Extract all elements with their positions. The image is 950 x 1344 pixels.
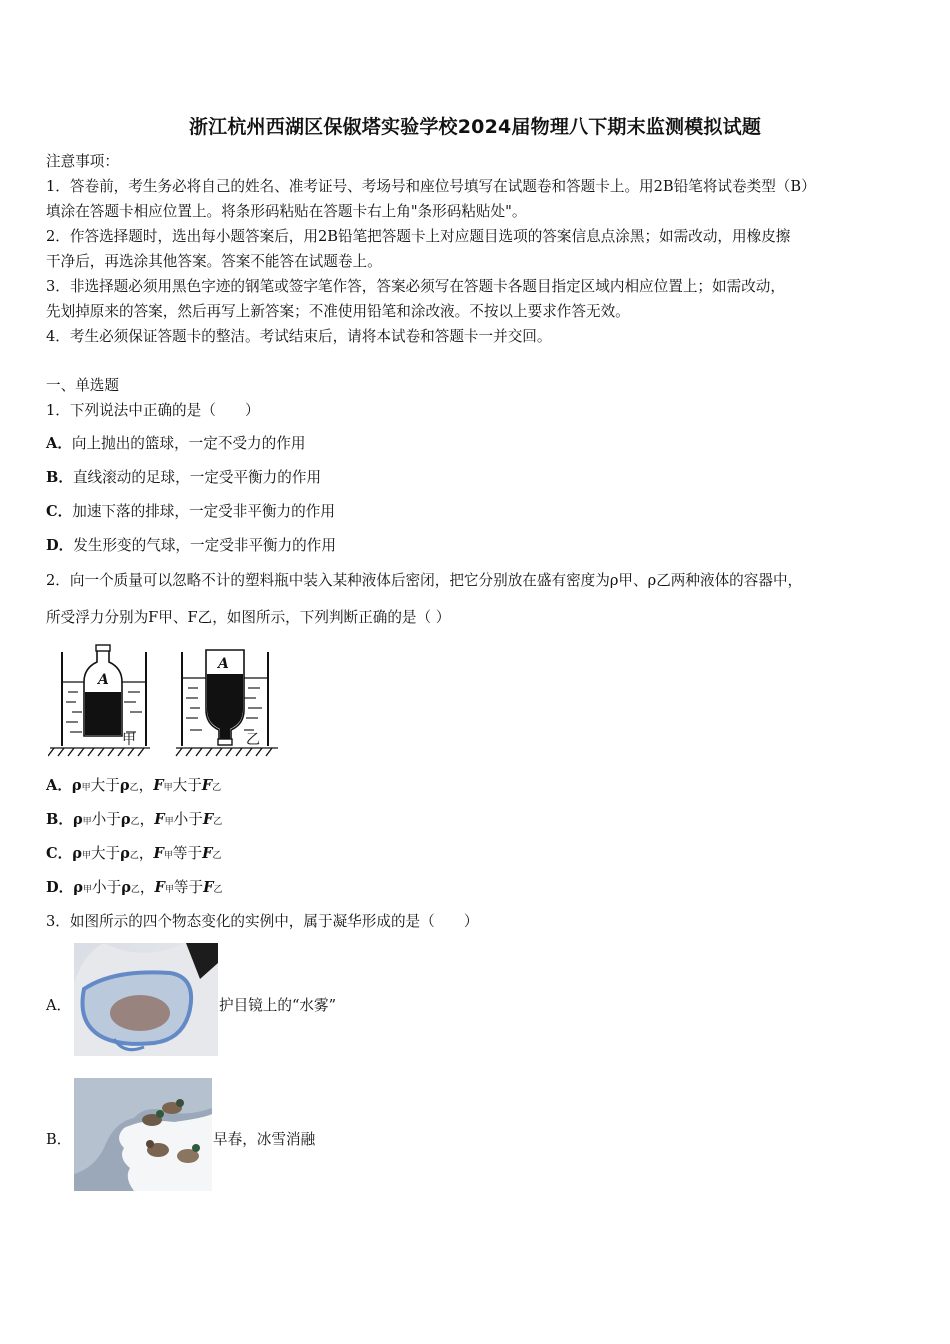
option-text: 直线滚动的足球，一定受平衡力的作用 <box>72 469 322 486</box>
question-1-stem: 1．下列说法中正确的是（ ） <box>46 402 260 419</box>
q1-option-b[interactable] <box>46 468 321 488</box>
q3-option-b-text: 早春，冰雪消融 <box>213 1131 316 1148</box>
notice-line: 1．答卷前，考生务必将自己的姓名、准考证号、考场号和座位号填写在试题卷和答题卡上。用2B铅笔将试卷类型（B） <box>46 178 816 195</box>
q1-option-d[interactable] <box>46 536 336 556</box>
option-label: A． <box>46 435 72 452</box>
question-2-stem-line2: 所受浮力分别为F甲、F乙，如图所示，下列判断正确的是（ ） <box>46 609 451 626</box>
bottle-label-a: A <box>218 656 229 672</box>
page-title: 浙江杭州西湖区保俶塔实验学校2024届物理八下期末监测模拟试题 <box>188 116 762 138</box>
option-text: 加速下落的排球，一定受非平衡力的作用 <box>72 503 335 520</box>
ground <box>48 748 278 756</box>
notice-line: 先划掉原来的答案，然后再写上新答案；不准使用铅笔和涂改液。不按以上要求作答无效。 <box>46 303 630 320</box>
option-text: 向上抛出的篮球，一定不受力的作用 <box>71 435 306 452</box>
notice-line: 3．非选择题必须用黑色字迹的钢笔或签字笔作答，答案必须写在答题卡各题目指定区域内相应位置上；如需改动， <box>46 278 785 295</box>
notice-line: 4．考生必须保证答题卡的整洁。考试结束后，请将本试卷和答题卡一并交回。 <box>46 328 552 345</box>
option-text: 发生形变的气球，一定受非平衡力的作用 <box>73 537 336 554</box>
container-label-jia: 甲 <box>122 732 136 748</box>
question-3-stem: 3．如图所示的四个物态变化的实例中，属于凝华形成的是（ ） <box>46 913 479 930</box>
notice-line: 填涂在答题卡相应位置上。将条形码粘贴在答题卡右上角"条形码粘贴处"。 <box>46 203 527 220</box>
container-jia <box>62 645 146 748</box>
q3-option-a-text: 护目镜上的“水雾” <box>219 997 337 1014</box>
question-2-stem-line1: 2．向一个质量可以忽略不计的塑料瓶中装入某种液体后密闭，把它分别放在盛有密度为ρ甲、ρ乙两种液体的容器中， <box>46 572 803 589</box>
notice-line: 2．作答选择题时，选出每小题答案后，用2B铅笔把答题卡上对应题目选项的答案信息点涂黑；如需改动，用橡皮擦 <box>46 228 791 245</box>
q1-option-c[interactable] <box>46 502 335 522</box>
option-label: D． <box>46 537 74 554</box>
q2-option-d[interactable]: D．ρ甲小于ρ乙，F甲等于F乙 <box>46 879 223 896</box>
q3-option-b-label[interactable]: B． <box>46 1131 72 1148</box>
buoyancy-figure <box>48 640 280 758</box>
container-label-yi: 乙 <box>246 732 260 748</box>
q2-option-b[interactable]: B．ρ甲小于ρ乙，F甲小于F乙 <box>46 811 223 828</box>
q1-option-a[interactable] <box>46 434 305 454</box>
container-yi <box>182 650 268 748</box>
option-label: C． <box>46 503 73 520</box>
q2-option-a[interactable]: A．ρ甲大于ρ乙，F甲大于F乙 <box>46 777 222 794</box>
notice-heading: 注意事项： <box>46 153 119 170</box>
section-heading: 一、单选题 <box>46 377 119 394</box>
option-label: B． <box>46 469 73 486</box>
goggles-photo <box>74 943 218 1056</box>
ducks-snow-photo <box>74 1078 212 1191</box>
q2-option-c[interactable]: C．ρ甲大于ρ乙，F甲等于F乙 <box>46 845 222 862</box>
bottle-label-a: A <box>98 672 109 688</box>
q3-option-a-label[interactable]: A． <box>46 997 72 1014</box>
notice-line: 干净后，再选涂其他答案。答案不能答在试题卷上。 <box>46 253 382 270</box>
